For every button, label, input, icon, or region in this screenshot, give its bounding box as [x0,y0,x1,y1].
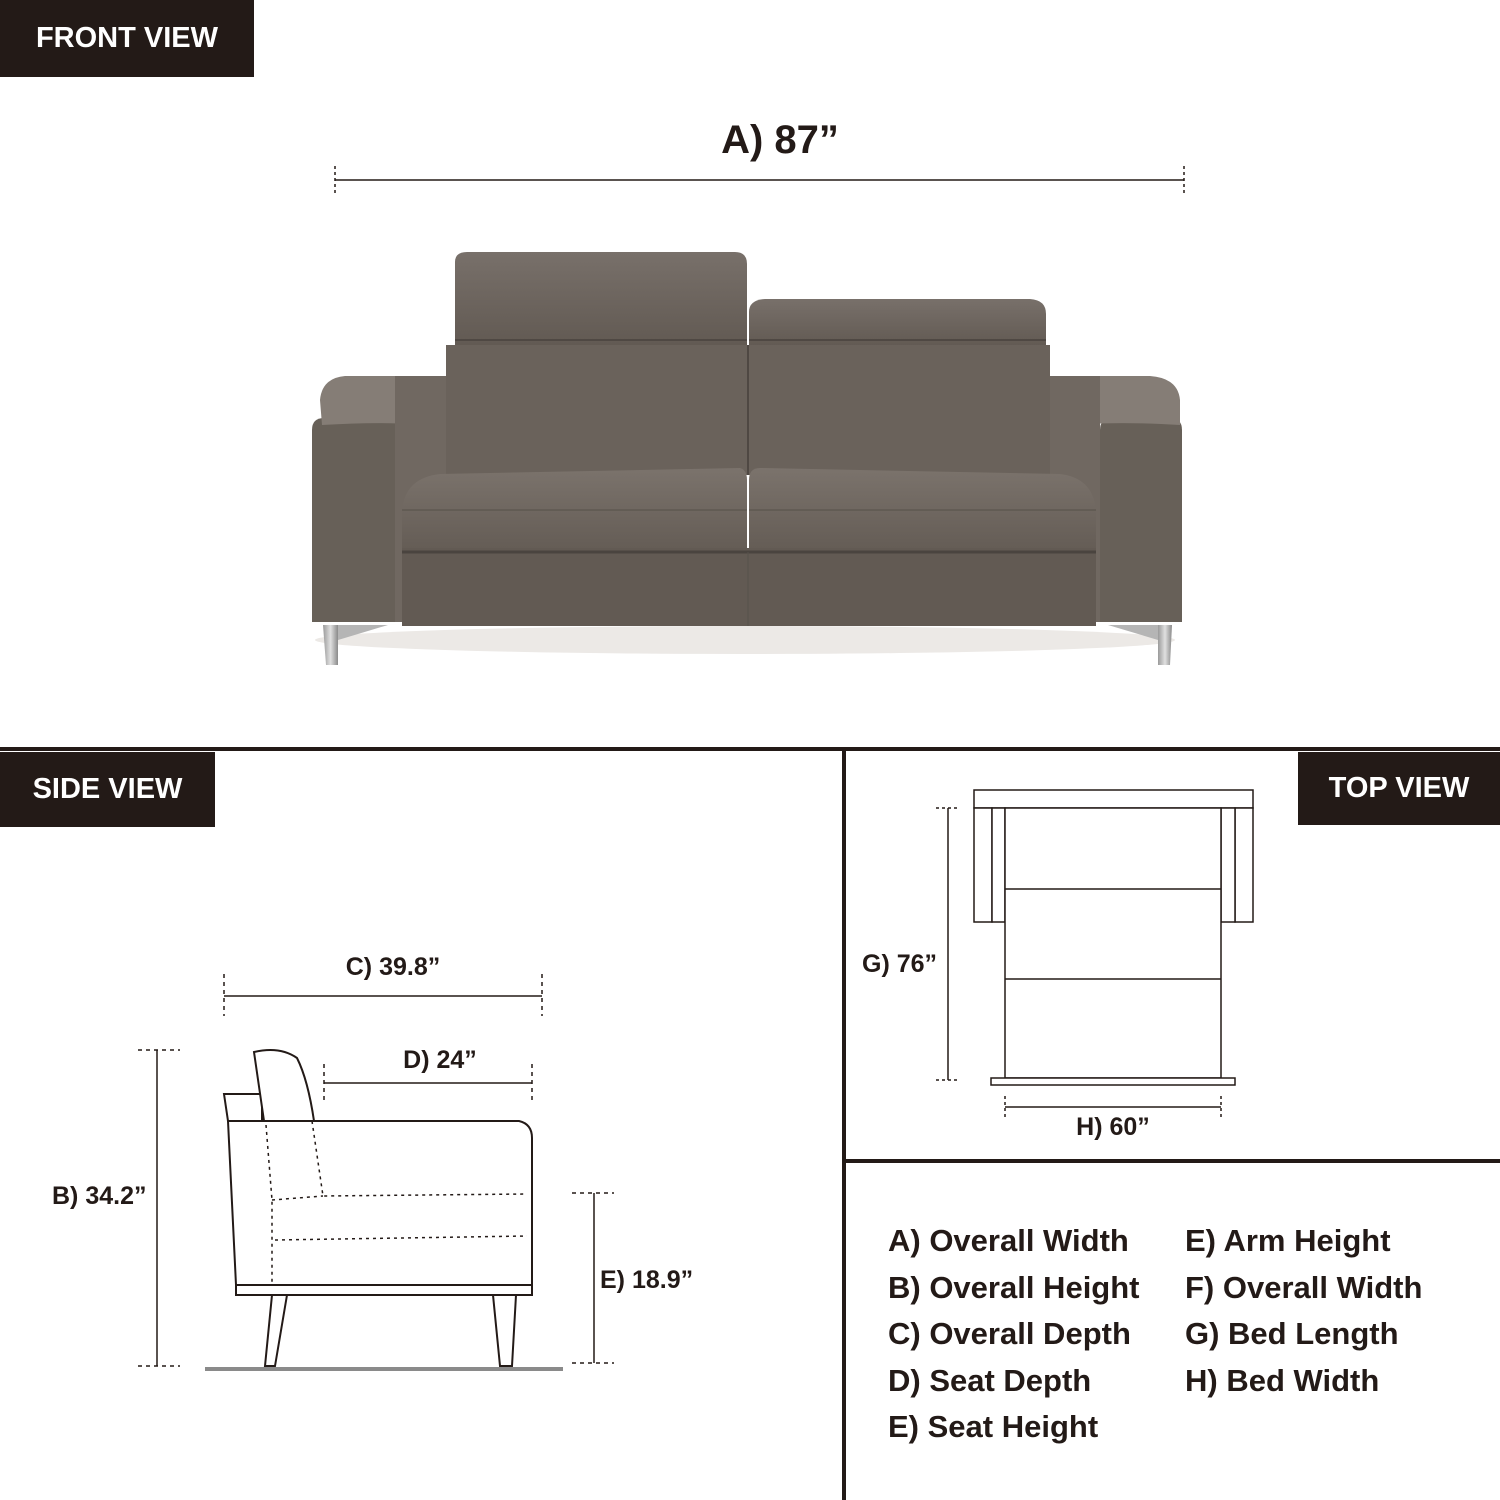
legend-item: G) Bed Length [1185,1316,1399,1351]
sofa-front-illustration [312,252,1182,665]
legend-right-column [1185,1218,1422,1404]
legend-item: C) Overall Depth [888,1316,1131,1351]
sofa-side-illustration [205,1050,563,1369]
legend-item: D) Seat Depth [888,1362,1092,1398]
legend-left-column [888,1218,1140,1451]
sofa-top-illustration [974,790,1253,1085]
dimension-c-label: C) 39.8” [345,953,441,981]
legend-item: H) Bed Width [1185,1362,1380,1398]
dimension-g-label: G) 76” [862,950,938,978]
dimension-e-label: E) 18.9” [600,1266,694,1294]
front-width-dimension-line [335,166,1184,194]
legend-item: A) Overall Width [888,1223,1129,1258]
legend-item: B) Overall Height [888,1269,1140,1305]
legend-item: E) Seat Height [888,1409,1099,1444]
dimension-d-label: D) 24” [403,1046,477,1074]
side-view-label: SIDE VIEW [0,752,215,827]
top-view-label: TOP VIEW [1298,752,1500,825]
dimension-b-label: B) 34.2” [52,1182,147,1210]
dimension-a-label: A) 87” [721,118,839,162]
dimension-h-label: H) 60” [1076,1113,1150,1141]
front-view-label: FRONT VIEW [0,0,254,77]
legend-item: E) Arm Height [1185,1223,1391,1258]
legend-item: F) Overall Width [1185,1269,1423,1305]
